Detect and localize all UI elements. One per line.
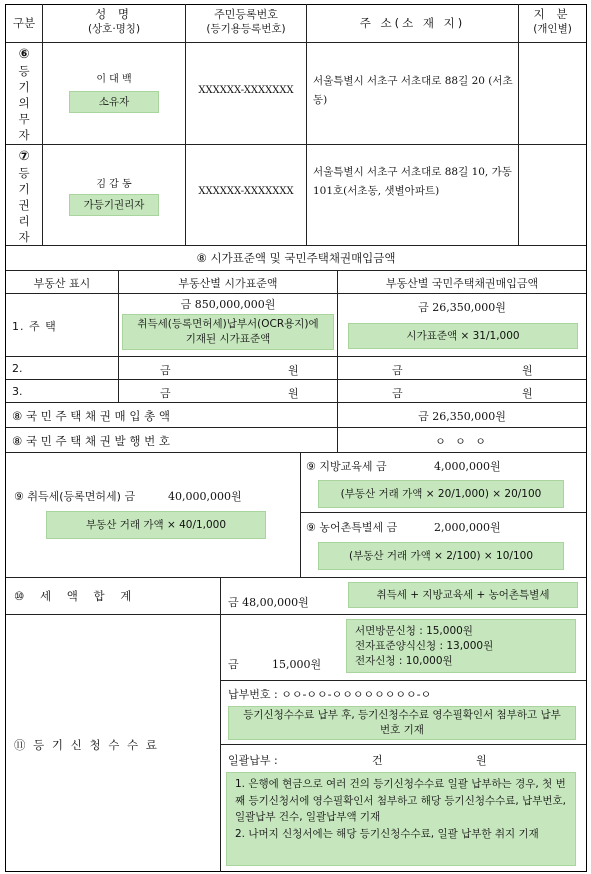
filing-fee-label: ⑪ 등 기 신 청 수 수 료 <box>14 738 159 752</box>
acquisition-tax-label: ⑨ 취득세(등록면허세) 금 <box>14 490 136 503</box>
divider <box>300 452 301 577</box>
obligee-role-badge: 가등기권리자 <box>69 194 159 216</box>
row3-bond-currency: 금 <box>392 387 403 400</box>
divider <box>185 4 186 245</box>
obligor-id-number: XXXXXX-XXXXXXX <box>198 85 294 96</box>
header-address: 주 소(소 재 지) <box>359 16 466 30</box>
divider <box>220 744 587 745</box>
bulk-count-unit: 건 <box>372 754 383 767</box>
bulk-payment-notes <box>226 772 576 866</box>
header-share-sub: (개인별) <box>533 23 572 35</box>
section8-title: ⑧ 시가표준액 및 국민주택채권매입금액 <box>196 251 396 265</box>
header-category: 구분 <box>12 16 36 30</box>
divider <box>5 144 587 145</box>
row2-standard-unit: 원 <box>288 364 299 377</box>
bond-total-value: 금 26,350,000원 <box>418 410 506 423</box>
divider <box>5 245 587 246</box>
row3-standard-currency: 금 <box>160 387 171 400</box>
bulk-note-1: 1. 은행에 현금으로 여러 건의 등기신청수수료 일괄 납부하는 경우, 첫 번째 등기신청서에 영수필확인서 첨부하고 해당 등기신청수수료, 납부번호, 일괄납부 건수, 일괄납부액 기재 <box>235 778 566 823</box>
header-id-sub: (등기용등록번호) <box>206 23 286 35</box>
rural-tax-label: ⑨ 농어촌특별세 금 <box>306 521 398 534</box>
fee-currency: 금 <box>228 658 239 671</box>
row3-standard-unit: 원 <box>288 387 299 400</box>
section8-col-property: 부동산 표시 <box>33 277 91 290</box>
divider <box>5 452 587 453</box>
bond-issue-value: ㅇ ㅇ ㅇ <box>435 435 489 448</box>
row1-label: 1. 주 택 <box>12 320 57 333</box>
divider <box>42 4 43 245</box>
row2-bond-currency: 금 <box>392 364 403 377</box>
row2-standard-currency: 금 <box>160 364 171 377</box>
section8-col-standard: 부동산별 시가표준액 <box>178 277 278 290</box>
row1-standard-note: 취득세(등록면허세)납부서(OCR용지)에 기재된 시가표준액 <box>122 314 334 350</box>
header-name: 성 명 <box>95 7 133 21</box>
fee-amount: 15,000원 <box>272 658 322 671</box>
table-border-bottom <box>5 871 587 872</box>
tax-total-note: 취득세 + 지방교육세 + 농어촌특별세 <box>348 582 578 608</box>
divider <box>306 4 307 245</box>
obligor-name: 이 대 백 <box>96 74 132 85</box>
row3-label: 3. <box>12 385 23 398</box>
divider <box>518 4 519 245</box>
bond-issue-label: ⑧ 국 민 주 택 채 권 발 행 번 호 <box>12 434 170 448</box>
divider <box>5 577 587 578</box>
bulk-payment-label: 일괄납부 : <box>228 754 278 767</box>
education-tax-note: (부동산 거래 가액 × 20/1,000) × 20/100 <box>318 480 564 508</box>
fee-note-e-form: 전자표준양식신청 : 13,000원 <box>355 639 494 652</box>
divider <box>5 270 587 271</box>
row1-bond-amount: 금 26,350,000원 <box>418 301 506 314</box>
divider <box>220 577 221 872</box>
row1-bond-note: 시가표준액 × 31/1,000 <box>348 323 578 349</box>
header-id: 주민등록번호 <box>214 8 278 21</box>
row3-bond-unit: 원 <box>522 387 533 400</box>
tax-total-amount: 금 48,00,000원 <box>228 596 309 609</box>
divider <box>5 356 587 357</box>
header-name-sub: (상호·명칭) <box>87 23 141 35</box>
divider <box>5 614 587 615</box>
fee-note-paper: 서면방문신청 : 15,000원 <box>355 624 473 637</box>
divider <box>337 270 338 452</box>
divider <box>300 512 587 513</box>
obligee-address: 서울특별시 서초구 서초대로 88길 10, 가동 101호(서초동, 샛별아파트) <box>313 166 512 197</box>
divider <box>5 379 587 380</box>
bulk-note-2: 2. 나머지 신청서에는 해당 등기신청수수료, 일괄 납부한 취지 기재 <box>235 827 539 840</box>
obligor-address: 서울특별시 서초구 서초대로 88길 20 (서초동) <box>313 75 513 106</box>
header-share: 지 분 <box>533 7 572 21</box>
divider <box>5 42 587 43</box>
divider <box>5 402 587 403</box>
education-tax-amount: 4,000,000원 <box>434 460 501 473</box>
acquisition-tax-note: 부동산 거래 가액 × 40/1,000 <box>46 511 266 539</box>
table-border-top <box>5 4 587 5</box>
table-border-right <box>586 4 587 872</box>
payment-note: 등기신청수수료 납부 후, 등기신청수수료 영수필확인서 첨부하고 납부번호 기재 <box>228 706 576 740</box>
section8-col-bond: 부동산별 국민주택채권매입금액 <box>385 277 539 290</box>
payment-number: 납부번호 : ㅇㅇ-ㅇㅇ-ㅇㅇㅇㅇㅇㅇㅇㅇ-ㅇ <box>228 688 432 701</box>
acquisition-tax-amount: 40,000,000원 <box>168 490 242 503</box>
rural-tax-note: (부동산 거래 가액 × 2/100) × 10/100 <box>318 542 564 570</box>
obligor-label: ⑥ 등 기 의 무 자 <box>18 47 30 142</box>
education-tax-label: ⑨ 지방교육세 금 <box>306 460 387 473</box>
divider <box>5 293 587 294</box>
divider <box>5 427 587 428</box>
row2-label: 2. <box>12 362 23 375</box>
obligee-name: 김 갑 동 <box>96 179 132 190</box>
obligor-role-badge: 소유자 <box>69 91 159 113</box>
obligee-label: ⑦ 등 기 권 리 자 <box>18 149 30 244</box>
bond-total-label: ⑧ 국 민 주 택 채 권 매 입 총 액 <box>12 409 170 423</box>
row1-standard-amount: 금 850,000,000원 <box>180 298 276 311</box>
bulk-amount-unit: 원 <box>476 754 487 767</box>
fee-notes <box>346 619 576 673</box>
divider <box>220 680 587 681</box>
fee-note-electronic: 전자신청 : 10,000원 <box>355 654 453 667</box>
obligee-id-number: XXXXXX-XXXXXXX <box>198 186 294 197</box>
tax-total-label: ⑩ 세 액 합 계 <box>14 589 138 603</box>
row2-bond-unit: 원 <box>522 364 533 377</box>
rural-tax-amount: 2,000,000원 <box>434 521 501 534</box>
